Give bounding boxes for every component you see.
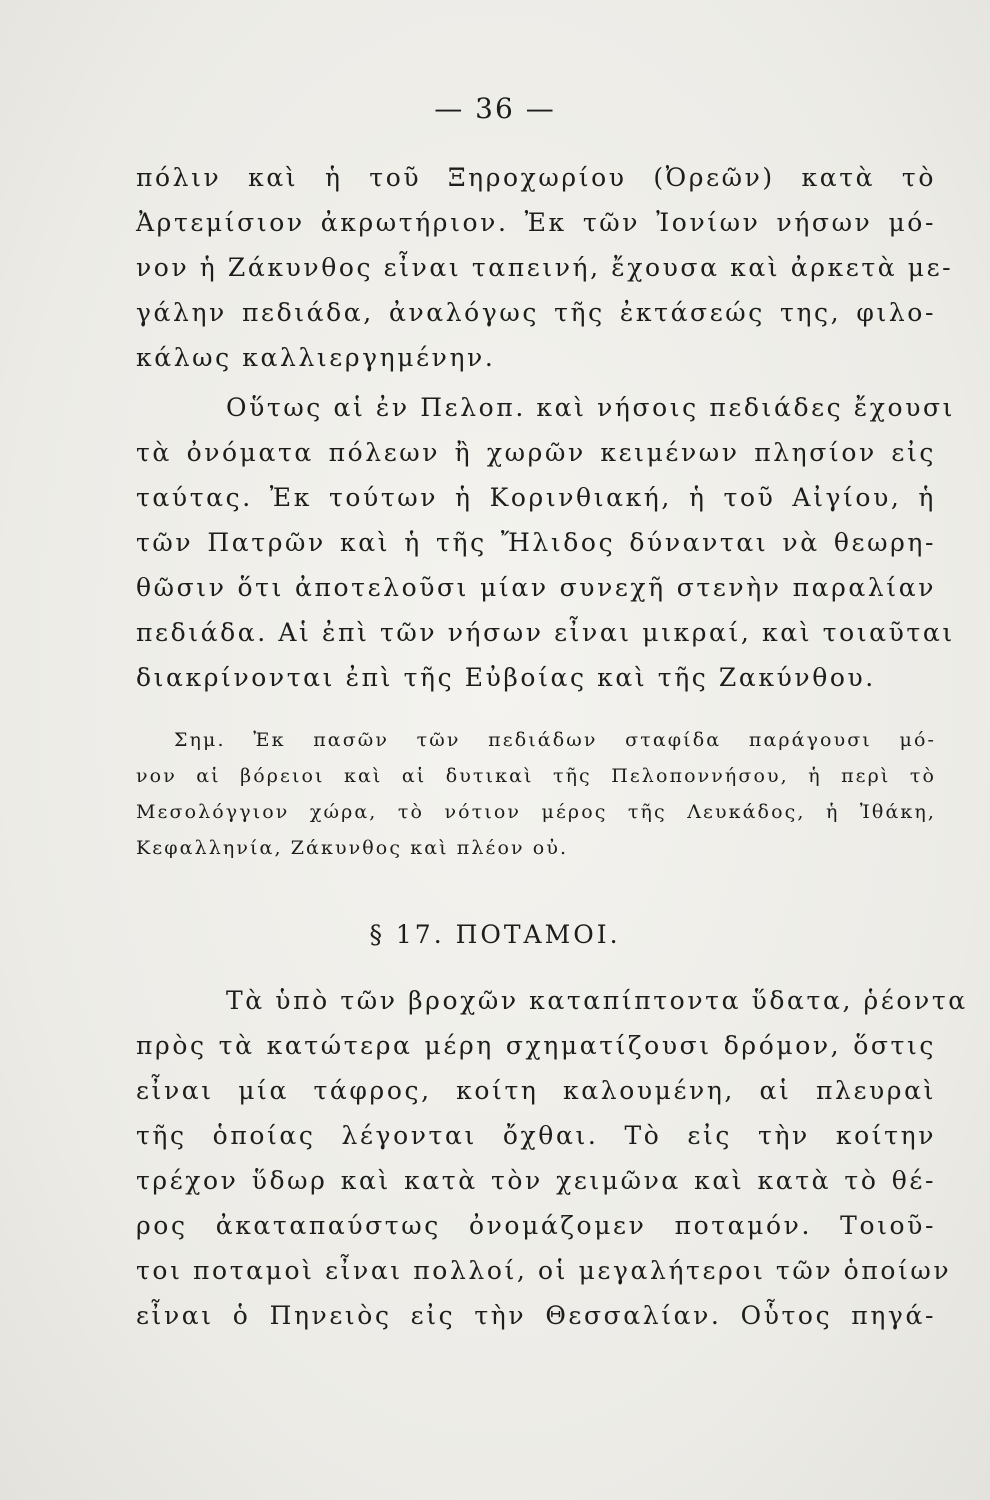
text-line: πεδιάδα. Αἱ ἐπὶ τῶν νήσων εἶναι μικραί, καὶ τοιαῦται — [136, 618, 955, 647]
text-line: τῆς ὁποίας λέγονται ὄχθαι. Τὸ εἰς τὴν κοίτην — [136, 1121, 936, 1150]
text-line: κάλως καλλιεργημένην. — [136, 343, 496, 372]
note-line: νον αἱ βόρειοι καὶ αἱ δυτικαὶ τῆς Πελοποννήσου, ἡ περὶ τὸ — [136, 765, 936, 787]
text-line: Τὰ ὑπὸ τῶν βροχῶν καταπίπτοντα ὕδατα, ῥέοντα — [226, 986, 968, 1015]
text-line: τὰ ὀνόματα πόλεων ἢ χωρῶν κειμένων πλησίον εἰς — [136, 438, 936, 467]
text-line: Οὕτως αἱ ἐν Πελοπ. καὶ νήσοις πεδιάδες ἔχουσι — [226, 393, 956, 422]
text-line: ρος ἀκαταπαύστως ὀνομάζομεν ποταμόν. Τοιοῦ- — [136, 1211, 936, 1240]
text-line: Ἀρτεμίσιον ἀκρωτήριον. Ἐκ τῶν Ἰονίων νήσων μό- — [136, 208, 936, 237]
text-line: πρὸς τὰ κατώτερα μέρη σχηματίζουσι δρόμον, ὅστις — [136, 1031, 936, 1060]
text-line: θῶσιν ὅτι ἀποτελοῦσι μίαν συνεχῆ στενὴν παραλίαν — [136, 573, 936, 602]
text-line: εἶναι μία τάφρος, κοίτη καλουμένη, αἱ πλευραὶ — [136, 1076, 936, 1105]
text-line: γάλην πεδιάδα, ἀναλόγως τῆς ἐκτάσεώς της, φιλο- — [136, 298, 936, 327]
note-line: Μεσολόγγιον χώρα, τὸ νότιον μέρος τῆς Λευκάδος, ἡ Ἰθάκη, — [136, 801, 936, 823]
text-line: ταύτας. Ἐκ τούτων ἡ Κορινθιακή, ἡ τοῦ Αἰγίου, ἡ — [136, 483, 936, 512]
note — [136, 722, 936, 866]
paragraph-3 — [136, 978, 968, 1338]
section-title: § 17. ΠΟΤΑΜΟΙ. — [369, 920, 621, 949]
text-line: νον ἡ Ζάκυνθος εἶναι ταπεινή, ἔχουσα καὶ ἀρκετὰ με- — [136, 253, 954, 282]
page-number: — 36 — — [434, 92, 556, 125]
text-line: πόλιν καὶ ἡ τοῦ Ξηροχωρίου (Ὀρεῶν) κατὰ τὸ — [136, 163, 936, 192]
text-line: τῶν Πατρῶν καὶ ἡ τῆς Ἤλιδος δύνανται νὰ θεωρη- — [136, 528, 936, 557]
text-line: τοι ποταμοὶ εἶναι πολλοί, οἱ μεγαλήτεροι τῶν ὁποίων — [136, 1256, 952, 1285]
paragraph-2 — [136, 385, 956, 700]
text-line: διακρίνονται ἐπὶ τῆς Εὐβοίας καὶ τῆς Ζακύνθου. — [136, 663, 876, 692]
note-line: Σημ. Ἐκ πασῶν τῶν πεδιάδων σταφίδα παράγουσι μό- — [174, 729, 936, 751]
text-line: εἶναι ὁ Πηνειὸς εἰς τὴν Θεσσαλίαν. Οὗτος πηγά- — [136, 1301, 936, 1330]
text-line: τρέχον ὕδωρ καὶ κατὰ τὸν χειμῶνα καὶ κατὰ τὸ θέ- — [136, 1166, 936, 1195]
paragraph-1 — [136, 155, 954, 380]
note-line: Κεφαλληνία, Ζάκυνθος καὶ πλέον οὐ. — [136, 837, 569, 859]
